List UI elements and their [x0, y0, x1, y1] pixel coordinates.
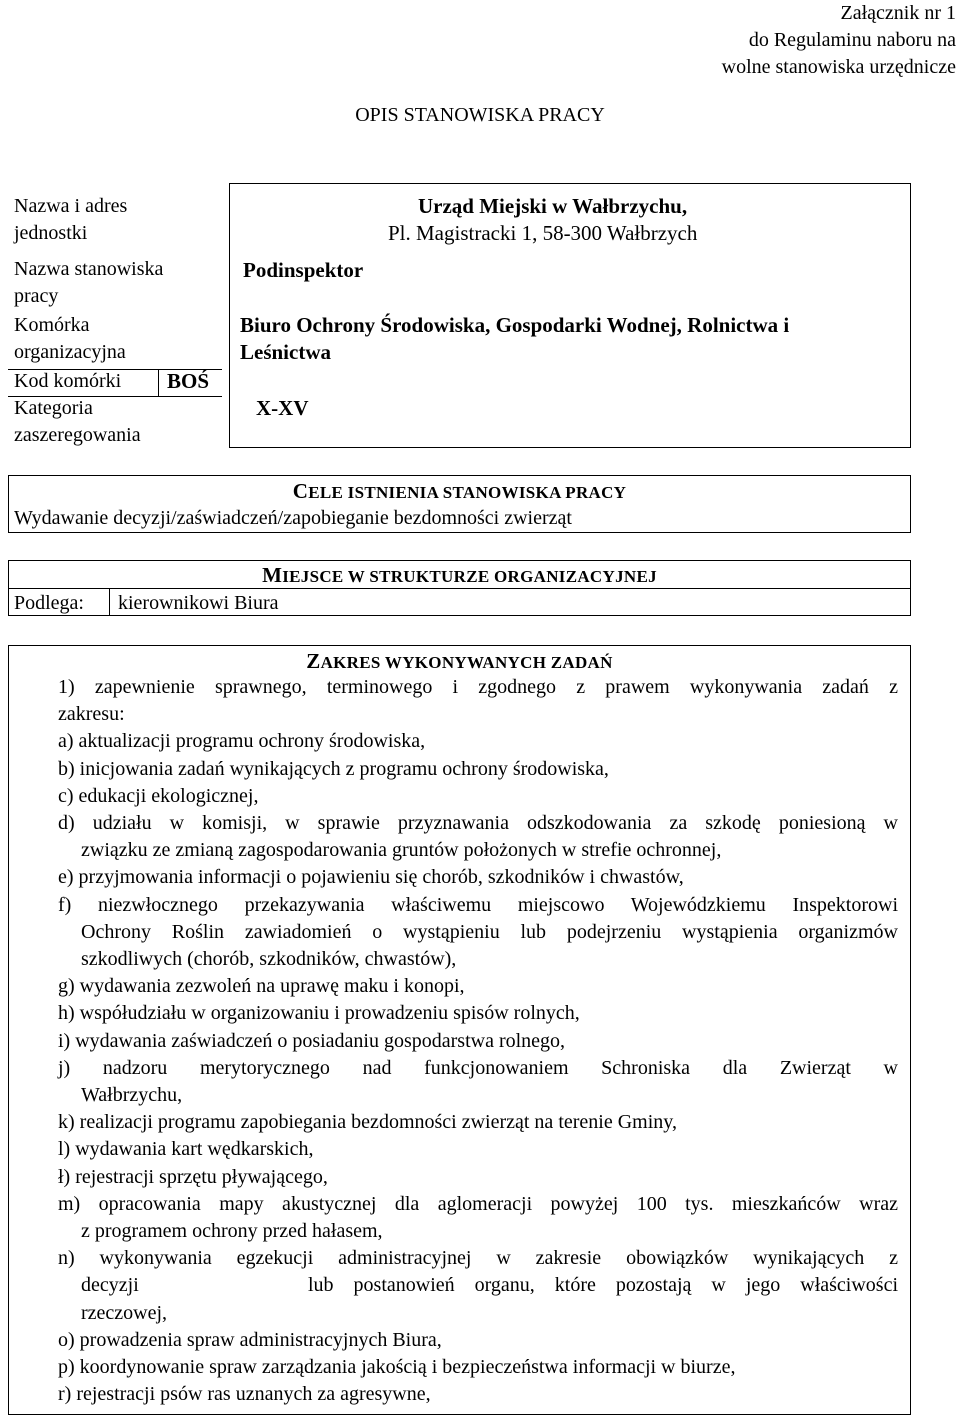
task-d-line1: d) udziału w komisji, w sprawie przyznawania odszkodowania za szkodę poniesioną w	[58, 812, 898, 835]
value-org-unit-line2: Leśnictwa	[240, 340, 331, 364]
tasks-heading	[8, 649, 911, 674]
task-a: a) aktualizacji programu ochrony środowiska,	[58, 730, 426, 753]
label-unit-name-line1: Nazwa i adres	[14, 195, 128, 217]
task-l: l) wydawania kart wędkarskich,	[58, 1138, 314, 1161]
label-unit-name	[14, 193, 127, 247]
goals-heading	[8, 479, 911, 504]
document-title: OPIS STANOWISKA PRACY	[355, 104, 605, 126]
value-unit-code: BOŚ	[167, 369, 210, 393]
structure-label: Podlega:	[14, 592, 84, 614]
label-org-unit-line2: organizacyjna	[14, 341, 126, 363]
annex-note	[722, 0, 956, 81]
label-position-line1: Nazwa stanowiska	[14, 258, 164, 280]
structure-value: kierownikowi Biura	[118, 592, 279, 614]
value-unit-name-line2: Pl. Magistracki 1, 58-300 Wałbrzych	[388, 221, 698, 245]
label-unit-name-line2: jednostki	[14, 222, 88, 244]
task-f-line2: Ochrony Roślin zawiadomień o wystąpieniu lub podejrzeniu wystąpienia organizmów	[81, 920, 898, 943]
task-k: k) realizacji programu zapobiegania bezdomności zwierząt na terenie Gminy,	[58, 1111, 677, 1134]
annex-line-2: do Regulaminu naboru na	[748, 29, 956, 51]
task-f-line3: szkodliwych (chorób, szkodników, chwastów),	[81, 948, 457, 971]
task-l-stroke: ł) rejestracji sprzętu pływającego,	[58, 1165, 328, 1188]
task-r: r) rejestracji psów ras uznanych za agresywne,	[58, 1383, 431, 1406]
task-b: b) inicjowania zadań wynikających z programu ochrony środowiska,	[58, 757, 609, 780]
task-e: e) przyjmowania informacji o pojawieniu się chorób, szkodników i chwastów,	[58, 866, 684, 889]
task-p: p) koordynowanie spraw zarządzania jakością i bezpieczeństwa informacji w biurze,	[58, 1356, 736, 1379]
task-i: i) wydawania zaświadczeń o posiadaniu gospodarstwa rolnego,	[58, 1029, 566, 1052]
label-category-line1: Kategoria	[14, 397, 93, 419]
task-h: h) współudziału w organizowaniu i prowadzeniu spisów rolnych,	[58, 1002, 580, 1025]
structure-divider	[8, 588, 911, 589]
tasks-heading-rest: AKRES WYKONYWANYCH ZADAŃ	[320, 653, 613, 672]
task-c: c) edukacji ekologicznej,	[58, 784, 259, 807]
label-position	[14, 256, 163, 310]
goals-heading-rest: ELE ISTNIENIA STANOWISKA PRACY	[308, 483, 627, 502]
structure-col-divider	[109, 588, 110, 616]
task-j-line2: Wałbrzychu,	[81, 1084, 183, 1107]
task-n-line1: n) wykonywania egzekucji administracyjnej w zakresie obowiązków wynikających z	[58, 1247, 898, 1270]
task-g: g) wydawania zezwoleń na uprawę maku i konopi,	[58, 975, 465, 998]
task-j-line1: j) nadzoru merytorycznego nad funkcjonowaniem Schroniska dla Zwierząt w	[58, 1056, 898, 1079]
structure-heading	[8, 563, 911, 588]
value-position: Podinspektor	[243, 258, 364, 282]
unit-code-divider	[158, 369, 159, 397]
task-intro-line1: 1) zapewnienie sprawnego, terminowego i zgodnego z prawem wykonywania zadań z	[58, 676, 898, 698]
task-list	[58, 674, 898, 1408]
task-n-line3: rzeczowej,	[81, 1301, 168, 1324]
value-unit-name-line1: Urząd Miejski w Wałbrzychu,	[418, 194, 688, 218]
goals-heading-initial: C	[292, 479, 309, 503]
label-category	[14, 395, 141, 449]
label-org-unit-line1: Komórka	[14, 314, 90, 336]
value-category: X-XV	[256, 396, 309, 420]
label-position-line2: pracy	[14, 285, 59, 307]
task-n-line2	[58, 1272, 898, 1299]
value-org-unit-line1: Biuro Ochrony Środowiska, Gospodarki Wodnej, Rolnictwa i	[240, 313, 790, 337]
structure-heading-rest: IEJSCE W STRUKTURZE ORGANIZACYJNEJ	[282, 567, 657, 586]
task-n-line2-end: lub postanowień organu, które pozostają w jego właściwości	[308, 1274, 898, 1297]
label-unit-code: Kod komórki	[14, 370, 122, 392]
label-category-line2: zaszeregowania	[14, 424, 141, 446]
goals-text: Wydawanie decyzji/zaświadczeń/zapobieganie bezdomności zwierząt	[14, 507, 572, 529]
task-o: o) prowadzenia spraw administracyjnych Biura,	[58, 1328, 442, 1351]
task-f-line1: f) niezwłocznego przekazywania właściwemu miejscowo Wojewódzkiemu Inspektorowi	[58, 893, 898, 916]
task-m-line1: m) opracowania mapy akustycznej dla aglomeracji powyżej 100 tys. mieszkańców wraz	[58, 1192, 898, 1215]
annex-line-1: Załącznik nr 1	[840, 2, 956, 24]
task-intro-line2: zakresu:	[58, 703, 125, 726]
task-m-line2: z programem ochrony przed hałasem,	[81, 1220, 383, 1243]
tasks-heading-initial: Z	[306, 649, 321, 673]
task-d-line2: związku ze zmianą zagospodarowania gruntów położonych w strefie ochronnej,	[81, 839, 722, 862]
structure-heading-initial: M	[262, 563, 283, 587]
label-org-unit	[14, 312, 126, 366]
task-n-line2-start: decyzji	[81, 1274, 139, 1297]
annex-line-3: wolne stanowiska urzędnicze	[721, 56, 956, 78]
